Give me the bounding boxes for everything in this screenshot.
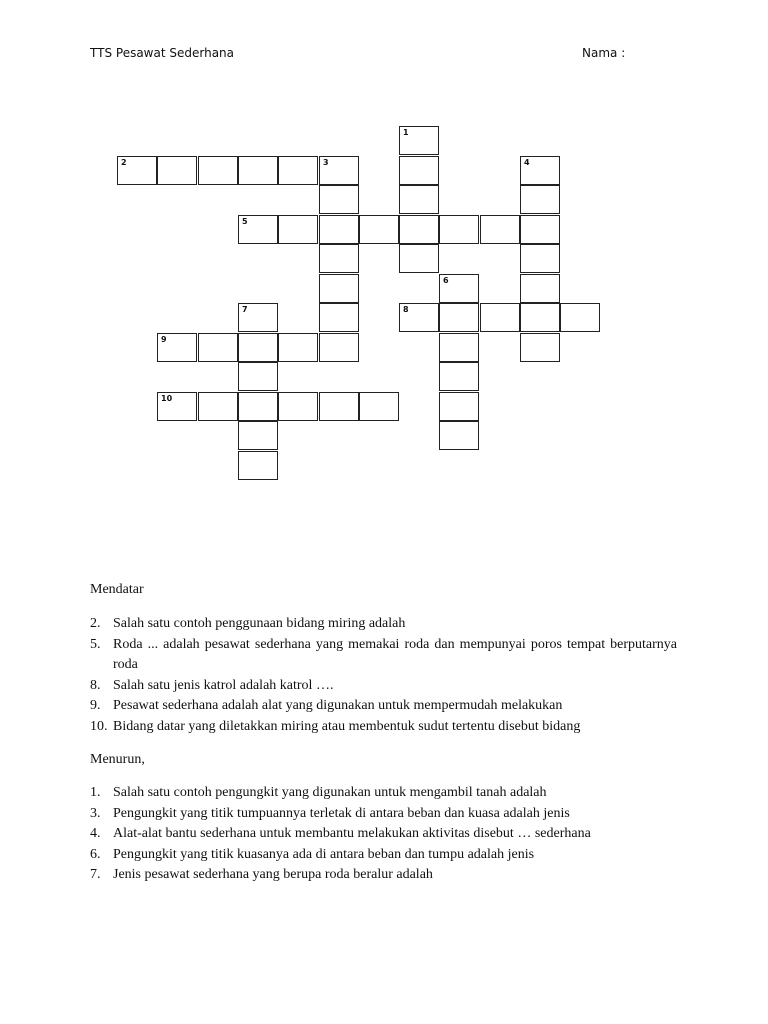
menurun-clue-list: [90, 783, 677, 886]
clue-text: Pengungkit yang titik tumpuannya terletak di antara beban dan kuasa adalah jenis: [113, 805, 570, 821]
clue-across-10: [90, 717, 677, 738]
clue-number-label: 7: [242, 305, 248, 314]
clue-across-2: [90, 614, 677, 635]
mendatar-clue-list: [90, 614, 677, 737]
crossword-cell[interactable]: [198, 392, 238, 421]
crossword-cell[interactable]: [238, 333, 278, 362]
clue-text: Bidang datar yang diletakkan miring atau membentuk sudut tertentu disebut bidang: [113, 718, 581, 734]
crossword-cell[interactable]: [278, 333, 318, 362]
crossword-cell[interactable]: [198, 333, 238, 362]
crossword-cell[interactable]: [439, 274, 479, 303]
clue-number: 5.: [90, 636, 101, 652]
clue-number: 10.: [90, 718, 108, 734]
crossword-cell[interactable]: [520, 156, 560, 185]
clue-down-7: [90, 865, 677, 886]
crossword-cell[interactable]: [399, 156, 439, 185]
crossword-cell[interactable]: [439, 215, 479, 244]
clue-down-6: [90, 845, 677, 866]
crossword-cell[interactable]: [319, 274, 359, 303]
clue-down-1: [90, 783, 677, 804]
menurun-heading: Menurun,: [90, 752, 145, 767]
crossword-cell[interactable]: [238, 451, 278, 480]
crossword-cell[interactable]: [238, 392, 278, 421]
clue-number-label: 5: [242, 217, 248, 226]
worksheet-title: TTS Pesawat Sederhana: [90, 46, 235, 60]
clue-number-label: 6: [443, 276, 449, 285]
clue-text: Roda ... adalah pesawat sederhana yang memakai roda dan mempunyai poros tempat berputarnya roda: [113, 636, 677, 672]
crossword-cell[interactable]: [238, 303, 278, 332]
crossword-cell[interactable]: [278, 215, 318, 244]
crossword-cell[interactable]: [399, 185, 439, 214]
mendatar-heading: Mendatar: [90, 582, 144, 597]
crossword-cell[interactable]: [399, 215, 439, 244]
clue-across-5: [90, 635, 677, 676]
crossword-cell[interactable]: [117, 156, 157, 185]
crossword-cell[interactable]: [319, 244, 359, 273]
name-label: Nama :: [582, 46, 626, 60]
clue-text: Pesawat sederhana adalah alat yang digunakan untuk mempermudah melakukan: [113, 698, 563, 713]
clue-number-label: 10: [161, 394, 173, 403]
crossword-cell[interactable]: [520, 215, 560, 244]
crossword-cell[interactable]: [319, 156, 359, 185]
crossword-cell[interactable]: [278, 392, 318, 421]
crossword-cell[interactable]: [278, 156, 318, 185]
crossword-cell[interactable]: [238, 156, 278, 185]
clue-number-label: 9: [161, 335, 167, 344]
crossword-cell[interactable]: [520, 274, 560, 303]
crossword-cell[interactable]: [520, 244, 560, 273]
crossword-cell[interactable]: [520, 303, 560, 332]
clue-text: Jenis pesawat sederhana yang berupa roda beralur adalah: [113, 867, 433, 882]
crossword-cell[interactable]: [439, 362, 479, 391]
clue-number-label: 4: [524, 158, 530, 167]
clue-text: Salah satu jenis katrol adalah katrol ….: [113, 677, 334, 693]
clue-number: 1.: [90, 785, 101, 800]
crossword-cell[interactable]: [157, 392, 197, 421]
clue-across-8: [90, 676, 677, 697]
crossword-cell[interactable]: [560, 303, 600, 332]
crossword-cell[interactable]: [480, 303, 520, 332]
crossword-cell[interactable]: [319, 303, 359, 332]
clue-number: 7.: [90, 867, 101, 882]
crossword-cell[interactable]: [319, 215, 359, 244]
clue-number-label: 2: [121, 158, 127, 167]
crossword-cell[interactable]: [319, 185, 359, 214]
crossword-cell[interactable]: [238, 421, 278, 450]
clue-number: 4.: [90, 826, 101, 841]
clue-number: 8.: [90, 677, 101, 693]
crossword-cell[interactable]: [198, 156, 238, 185]
crossword-cell[interactable]: [359, 392, 399, 421]
crossword-cell[interactable]: [520, 333, 560, 362]
crossword-cell[interactable]: [359, 215, 399, 244]
crossword-cell[interactable]: [399, 126, 439, 155]
crossword-cell[interactable]: [439, 421, 479, 450]
crossword-cell[interactable]: [480, 215, 520, 244]
clue-number: 3.: [90, 805, 101, 821]
crossword-cell[interactable]: [439, 333, 479, 362]
crossword-cell[interactable]: [238, 215, 278, 244]
clue-text: Pengungkit yang titik kuasanya ada di antara beban dan tumpu adalah jenis: [113, 846, 535, 862]
clue-number: 9.: [90, 698, 101, 713]
crossword-cell[interactable]: [399, 244, 439, 273]
crossword-cell[interactable]: [439, 392, 479, 421]
clue-number-label: 1: [403, 128, 409, 137]
clue-number: 2.: [90, 616, 101, 631]
crossword-cell[interactable]: [157, 156, 197, 185]
crossword-cell[interactable]: [319, 392, 359, 421]
clue-number: 6.: [90, 846, 101, 862]
clue-down-4: [90, 824, 677, 845]
crossword-cell[interactable]: [520, 185, 560, 214]
clue-number-label: 3: [323, 158, 329, 167]
crossword-cell[interactable]: [399, 303, 439, 332]
clue-text: Alat-alat bantu sederhana untuk membantu melakukan aktivitas disebut … sederhana: [113, 826, 591, 841]
crossword-cell[interactable]: [439, 303, 479, 332]
crossword-cell[interactable]: [157, 333, 197, 362]
clue-down-3: [90, 804, 677, 825]
crossword-cell[interactable]: [319, 333, 359, 362]
clue-across-9: [90, 696, 677, 717]
clue-text: Salah satu contoh pengungkit yang digunakan untuk mengambil tanah adalah: [113, 785, 547, 800]
crossword-cell[interactable]: [238, 362, 278, 391]
clue-number-label: 8: [403, 305, 409, 314]
clue-text: Salah satu contoh penggunaan bidang miring adalah: [113, 616, 406, 631]
